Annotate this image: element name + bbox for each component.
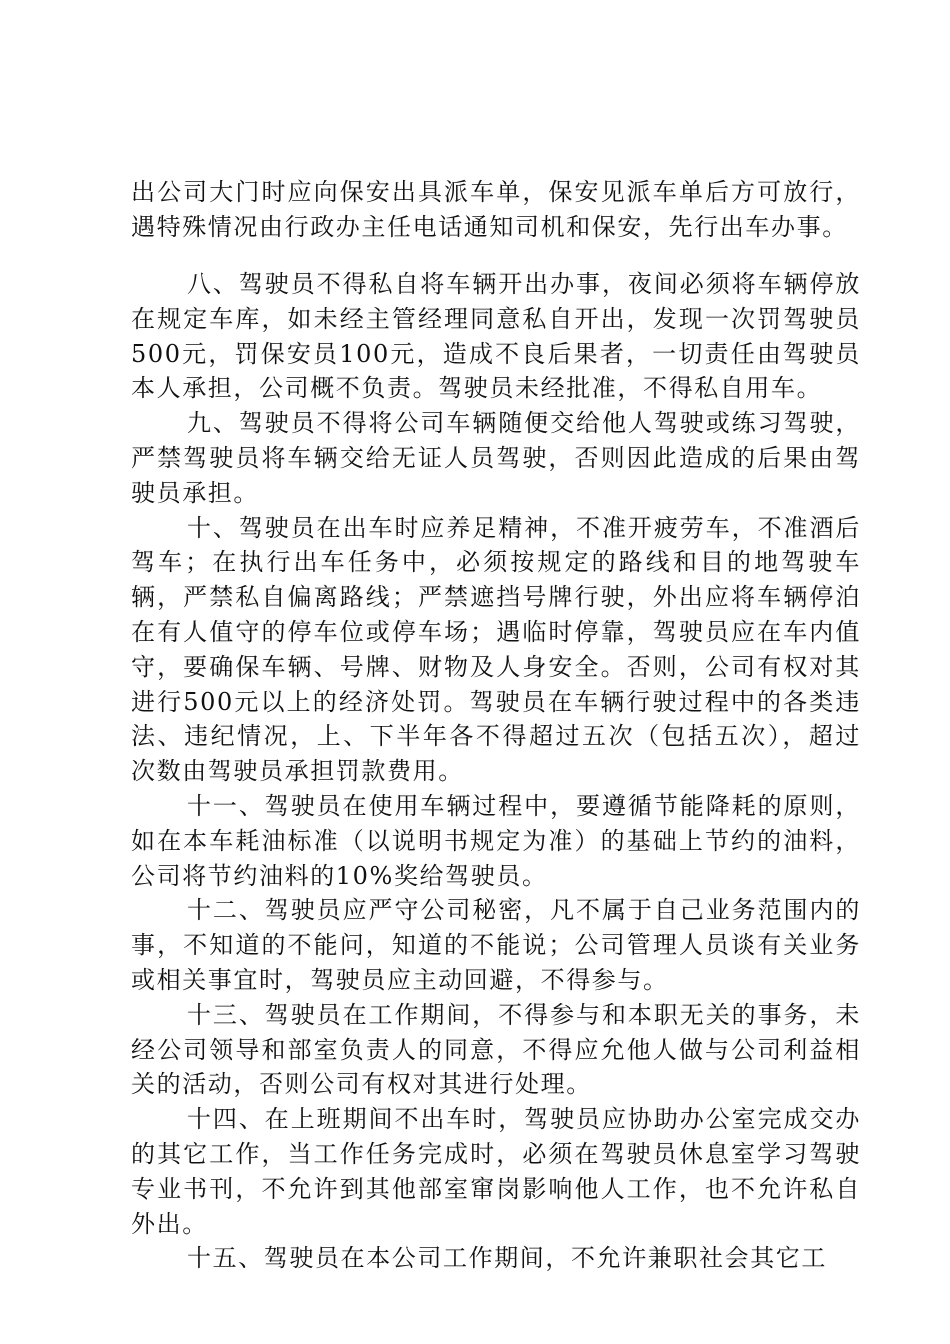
- clause-8: 八、驾驶员不得私自将车辆开出办事，夜间必须将车辆停放在规定车库，如未经主管经理同意私自开出，发现一次罚驾驶员500元，罚保安员100元，造成不良后果者，一切责任由驾驶员本人承担，公司概不负责。驾驶员未经批准，不得私自用车。: [131, 270, 861, 403]
- clause-11: 十一、驾驶员在使用车辆过程中，要遵循节能降耗的原则，如在本车耗油标准（以说明书规定为准）的基础上节约的油料，公司将节约油料的10%奖给驾驶员。: [131, 791, 861, 890]
- clause-14: 十四、在上班期间不出车时，驾驶员应协助办公室完成交办的其它工作，当工作任务完成时，必须在驾驶员休息室学习驾驶专业书刊，不允许到其他部室窜岗影响他人工作，也不允许私自外出。: [131, 1105, 861, 1238]
- continued-paragraph: 出公司大门时应向保安出具派车单，保安见派车单后方可放行，遇特殊情况由行政办主任电话通知司机和保安，先行出车办事。: [131, 178, 861, 241]
- clause-10: 十、驾驶员在出车时应养足精神，不准开疲劳车，不准酒后驾车；在执行出车任务中，必须按规定的路线和目的地驾驶车辆，严禁私自偏离路线；严禁遮挡号牌行驶，外出应将车辆停泊在有人值守的停车位或停车场；遇临时停靠，驾驶员应在车内值守，要确保车辆、号牌、财物及人身安全。否则，公司有权对其进行500元以上的经济处罚。驾驶员在车辆行驶过程中的各类违法、违纪情况，上、下半年各不得超过五次（包括五次），超过次数由驾驶员承担罚款费用。: [131, 513, 861, 786]
- clause-12: 十二、驾驶员应严守公司秘密，凡不属于自己业务范围内的事，不知道的不能问，知道的不能说；公司管理人员谈有关业务或相关事宜时，驾驶员应主动回避，不得参与。: [131, 896, 861, 994]
- clause-13: 十三、驾驶员在工作期间，不得参与和本职无关的事务，未经公司领导和部室负责人的同意，不得应允他人做与公司利益相关的活动，否则公司有权对其进行处理。: [131, 1000, 861, 1099]
- continued-text-block: [131, 175, 861, 245]
- clause-15: 十五、驾驶员在本公司工作期间，不允许兼职社会其它工: [187, 1244, 827, 1273]
- regulation-clauses: [131, 267, 861, 1276]
- clause-9: 九、驾驶员不得将公司车辆随便交给他人驾驶或练习驾驶，严禁驾驶员将车辆交给无证人员驾驶，否则因此造成的后果由驾驶员承担。: [131, 409, 861, 507]
